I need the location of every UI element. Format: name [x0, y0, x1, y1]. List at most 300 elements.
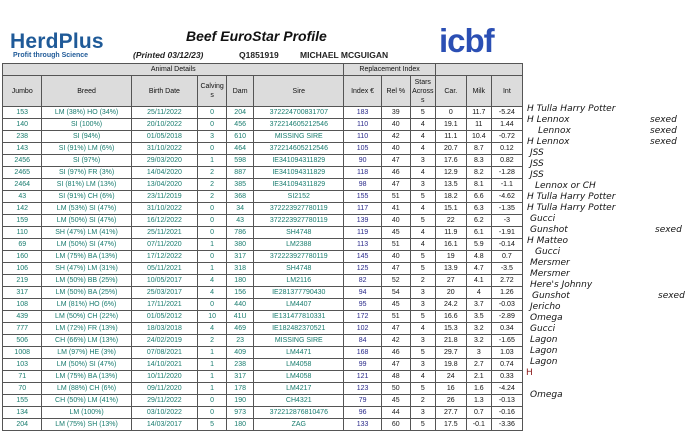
cell-sire: IE341094311829 [254, 167, 344, 179]
table-row [3, 323, 523, 335]
note-row-9: H Tulla Harry Potter [527, 192, 616, 202]
cell-carcass: 20 [435, 287, 466, 299]
cell-birth-date: 17/12/2022 [131, 251, 197, 263]
cell-int: -0.14 [491, 239, 522, 251]
cell-milk: 5.9 [466, 239, 491, 251]
note-row-3-sexed: sexed [650, 126, 677, 136]
cell-sire: IE281377790430 [254, 287, 344, 299]
cell-birth-date: 07/08/2021 [131, 347, 197, 359]
cell-int: -1.35 [491, 203, 522, 215]
table-row [3, 227, 523, 239]
cell-dam: 786 [227, 227, 254, 239]
cell-reliability: 42 [381, 131, 410, 143]
cell-breed: LM (75%) BA (13%) [42, 371, 131, 383]
note-row-18: Gunshot [532, 291, 570, 301]
cell-index: 84 [344, 335, 381, 347]
cell-sire: SH4748 [254, 263, 344, 275]
cell-sire: 372214605212546 [254, 143, 344, 155]
cell-dam: 317 [227, 251, 254, 263]
cell-jumbo: 106 [3, 263, 42, 275]
cell-int: 1.44 [491, 119, 522, 131]
cell-birth-date: 31/10/2022 [131, 143, 197, 155]
cell-stars-across: 3 [410, 287, 435, 299]
note-row-3: Lennox [538, 126, 571, 136]
cell-int: -2.89 [491, 311, 522, 323]
cell-stars-across: 5 [410, 311, 435, 323]
cell-carcass: 11.9 [435, 227, 466, 239]
group-header-blank [435, 64, 522, 76]
cell-jumbo: 143 [3, 143, 42, 155]
cell-int: -3 [491, 215, 522, 227]
cell-stars-across: 5 [410, 347, 435, 359]
cell-jumbo: 2465 [3, 167, 42, 179]
cell-sire: LM2388 [254, 239, 344, 251]
cell-carcass: 22 [435, 215, 466, 227]
cell-birth-date: 01/05/2012 [131, 311, 197, 323]
note-row-27: Omega [530, 390, 563, 400]
cell-carcass: 17.6 [435, 155, 466, 167]
cell-jumbo: 160 [3, 251, 42, 263]
cell-jumbo: 238 [3, 131, 42, 143]
cell-breed: LM (38%) HO (34%) [42, 107, 131, 119]
note-row-5: JSS [530, 148, 544, 158]
cell-milk: 3.2 [466, 323, 491, 335]
table-row [3, 299, 523, 311]
cell-jumbo: 317 [3, 287, 42, 299]
cell-milk: 6.3 [466, 203, 491, 215]
cell-calvings: 0 [198, 299, 227, 311]
cell-calvings: 0 [198, 143, 227, 155]
cell-milk: 1.6 [466, 383, 491, 395]
cell-carcass: 15.1 [435, 203, 466, 215]
cell-jumbo: 69 [3, 239, 42, 251]
cell-index: 82 [344, 275, 381, 287]
cell-dam: 409 [227, 347, 254, 359]
cell-carcass: 20.7 [435, 143, 466, 155]
cell-dam: 23 [227, 335, 254, 347]
cell-sire: IE341094311829 [254, 155, 344, 167]
cell-reliability: 41 [381, 203, 410, 215]
cell-reliability: 45 [381, 299, 410, 311]
cell-stars-across: 5 [410, 191, 435, 203]
cell-stars-across: 4 [410, 131, 435, 143]
cell-dam: 973 [227, 407, 254, 419]
cell-sire: CH4321 [254, 395, 344, 407]
cell-calvings: 2 [198, 167, 227, 179]
note-row-18-sexed: sexed [658, 291, 685, 301]
cell-breed: SH (47%) LM (31%) [42, 263, 131, 275]
table-row [3, 119, 523, 131]
cell-birth-date: 01/05/2018 [131, 131, 197, 143]
cell-int: -1.1 [491, 179, 522, 191]
table-row [3, 395, 523, 407]
cell-dam: 598 [227, 155, 254, 167]
cell-dam: 469 [227, 323, 254, 335]
cell-breed: LM (53%) SI (47%) [42, 203, 131, 215]
cell-milk: 10.4 [466, 131, 491, 143]
cell-reliability: 47 [381, 359, 410, 371]
cell-stars-across: 4 [410, 239, 435, 251]
cell-jumbo: 70 [3, 383, 42, 395]
cell-carcass: 29.7 [435, 347, 466, 359]
cell-sire: 372223927780119 [254, 215, 344, 227]
cell-int: 0.82 [491, 155, 522, 167]
cell-breed: LM (50%) CH (22%) [42, 311, 131, 323]
cell-dam: 318 [227, 263, 254, 275]
icbf-logo: icbf [439, 22, 494, 59]
col-header-sire: Sire [254, 76, 344, 107]
cell-reliability: 40 [381, 215, 410, 227]
cell-breed: CH (50%) LM (41%) [42, 395, 131, 407]
cell-carcass: 12.9 [435, 167, 466, 179]
cell-calvings: 1 [198, 155, 227, 167]
cell-reliability: 40 [381, 119, 410, 131]
cell-carcass: 19 [435, 251, 466, 263]
cell-milk: 1.3 [466, 395, 491, 407]
cell-index: 119 [344, 227, 381, 239]
cell-milk: 2.7 [466, 359, 491, 371]
cell-stars-across: 4 [410, 203, 435, 215]
cell-breed: LM (72%) FR (13%) [42, 323, 131, 335]
cell-index: 110 [344, 119, 381, 131]
cell-carcass: 27 [435, 275, 466, 287]
cell-milk: 0.7 [466, 407, 491, 419]
printed-date: (Printed 03/12/23) [133, 50, 204, 60]
table-row [3, 359, 523, 371]
cell-milk: 6.2 [466, 215, 491, 227]
cell-index: 117 [344, 203, 381, 215]
cell-dam: 368 [227, 191, 254, 203]
cell-calvings: 0 [198, 407, 227, 419]
cell-calvings: 0 [198, 215, 227, 227]
cell-stars-across: 2 [410, 275, 435, 287]
cell-calvings: 1 [198, 383, 227, 395]
cell-reliability: 42 [381, 335, 410, 347]
cell-jumbo: 43 [3, 191, 42, 203]
note-row-4: H Lennox [527, 137, 570, 147]
cell-sire: IE182482370521 [254, 323, 344, 335]
cell-stars-across: 5 [410, 383, 435, 395]
cell-index: 168 [344, 347, 381, 359]
cell-calvings: 1 [198, 359, 227, 371]
cell-stars-across: 5 [410, 419, 435, 431]
cell-index: 110 [344, 131, 381, 143]
cell-milk: 8.2 [466, 167, 491, 179]
cell-sire: SH4748 [254, 227, 344, 239]
cell-breed: SI (91%) CH (6%) [42, 191, 131, 203]
table-row [3, 107, 523, 119]
cell-breed: LM (50%) BB (25%) [42, 275, 131, 287]
cell-index: 96 [344, 407, 381, 419]
cell-birth-date: 20/10/2022 [131, 119, 197, 131]
cell-calvings: 4 [198, 287, 227, 299]
cell-sire: MISSING SIRE [254, 131, 344, 143]
cell-index: 133 [344, 419, 381, 431]
cell-breed: SI (81%) LM (13%) [42, 179, 131, 191]
logo-tagline: Profit through Science [13, 52, 89, 59]
cell-index: 99 [344, 359, 381, 371]
cell-int: -1.91 [491, 227, 522, 239]
cell-jumbo: 134 [3, 407, 42, 419]
table-row [3, 383, 523, 395]
cell-milk: 3.2 [466, 335, 491, 347]
cell-stars-across: 3 [410, 359, 435, 371]
cell-reliability: 51 [381, 191, 410, 203]
cell-birth-date: 31/10/2022 [131, 203, 197, 215]
cell-milk: 2.1 [466, 371, 491, 383]
table-row [3, 155, 523, 167]
col-header-birth-date: Birth Date [131, 76, 197, 107]
cell-birth-date: 17/11/2021 [131, 299, 197, 311]
cell-stars-across: 4 [410, 119, 435, 131]
cell-calvings: 0 [198, 203, 227, 215]
note-row-10: H Tulla Harry Potter [527, 203, 616, 213]
cell-reliability: 50 [381, 383, 410, 395]
cell-carcass: 16.6 [435, 311, 466, 323]
cell-sire: SI2152 [254, 191, 344, 203]
cell-stars-across: 4 [410, 323, 435, 335]
cell-breed: SI (100%) [42, 119, 131, 131]
cell-sire: IE131477810331 [254, 311, 344, 323]
cell-reliability: 39 [381, 107, 410, 119]
cell-breed: LM (88%) CH (6%) [42, 383, 131, 395]
cell-index: 98 [344, 179, 381, 191]
cell-milk: -0.1 [466, 419, 491, 431]
table-row [3, 311, 523, 323]
cell-birth-date: 07/11/2020 [131, 239, 197, 251]
note-row-2: H Lennox [527, 115, 570, 125]
cell-reliability: 47 [381, 323, 410, 335]
note-row-19: Jericho [530, 302, 561, 312]
cell-stars-across: 3 [410, 407, 435, 419]
cell-carcass: 13.9 [435, 263, 466, 275]
cell-int: -0.13 [491, 395, 522, 407]
cell-calvings: 2 [198, 191, 227, 203]
report-header [0, 0, 700, 62]
cell-reliability: 52 [381, 275, 410, 287]
cell-index: 125 [344, 263, 381, 275]
cell-int: 1.26 [491, 287, 522, 299]
cell-calvings: 3 [198, 131, 227, 143]
note-row-1: H Tulla Harry Potter [527, 104, 616, 114]
cell-index: 121 [344, 371, 381, 383]
cell-reliability: 40 [381, 251, 410, 263]
cell-calvings: 0 [198, 107, 227, 119]
cell-index: 139 [344, 215, 381, 227]
cell-birth-date: 05/11/2021 [131, 263, 197, 275]
cell-calvings: 10 [198, 311, 227, 323]
cell-reliability: 46 [381, 167, 410, 179]
col-header-reliability: Rel % [381, 76, 410, 107]
cell-sire: LM4471 [254, 347, 344, 359]
table-row [3, 419, 523, 431]
cell-calvings: 2 [198, 335, 227, 347]
cell-carcass: 24 [435, 371, 466, 383]
note-row-23: Lagon [530, 346, 558, 356]
group-header-replacement-index: Replacement Index [344, 64, 435, 76]
col-header-index: Index € [344, 76, 381, 107]
cell-stars-across: 5 [410, 263, 435, 275]
cell-birth-date: 16/12/2022 [131, 215, 197, 227]
cell-milk: 3.5 [466, 311, 491, 323]
cell-stars-across: 5 [410, 107, 435, 119]
cell-int: 0.34 [491, 323, 522, 335]
cell-carcass: 0 [435, 107, 466, 119]
cell-int: 0.12 [491, 143, 522, 155]
note-row-6: JSS [530, 159, 544, 169]
table-row [3, 371, 523, 383]
cell-milk: 6.6 [466, 191, 491, 203]
cell-stars-across: 4 [410, 143, 435, 155]
cell-jumbo: 2456 [3, 155, 42, 167]
col-header-dam: Dam [227, 76, 254, 107]
cell-breed: LM (97%) HE (3%) [42, 347, 131, 359]
cell-milk: 4 [466, 287, 491, 299]
cell-index: 183 [344, 107, 381, 119]
col-header-breed: Breed [42, 76, 131, 107]
cell-int: -1.28 [491, 167, 522, 179]
cell-birth-date: 14/03/2017 [131, 419, 197, 431]
cell-int: -4.24 [491, 383, 522, 395]
cell-breed: LM (50%) SI (47%) [42, 239, 131, 251]
cell-milk: 3 [466, 347, 491, 359]
cell-reliability: 60 [381, 419, 410, 431]
cell-jumbo: 439 [3, 311, 42, 323]
cell-carcass: 19.8 [435, 359, 466, 371]
cell-index: 105 [344, 143, 381, 155]
cell-carcass: 19.1 [435, 119, 466, 131]
cell-birth-date: 14/10/2021 [131, 359, 197, 371]
note-row-21: Gucci [530, 324, 556, 334]
cell-sire: 372214605212546 [254, 119, 344, 131]
cell-index: 155 [344, 191, 381, 203]
cell-jumbo: 2464 [3, 179, 42, 191]
cell-jumbo: 140 [3, 119, 42, 131]
cell-dam: 41U [227, 311, 254, 323]
cell-jumbo: 108 [3, 299, 42, 311]
cell-breed: SI (97%) FR (3%) [42, 167, 131, 179]
cell-calvings: 1 [198, 263, 227, 275]
cell-dam: 887 [227, 167, 254, 179]
cell-dam: 180 [227, 419, 254, 431]
table-row [3, 275, 523, 287]
cell-milk: 4.7 [466, 263, 491, 275]
cell-calvings: 5 [198, 419, 227, 431]
cell-breed: SI (97%) [42, 155, 131, 167]
cell-dam: 464 [227, 143, 254, 155]
cell-jumbo: 71 [3, 371, 42, 383]
cell-breed: LM (75%) BA (13%) [42, 251, 131, 263]
cell-reliability: 45 [381, 395, 410, 407]
eurostar-table [2, 63, 523, 431]
cell-milk: 11 [466, 119, 491, 131]
page-title: Beef EuroStar Profile [186, 28, 327, 44]
cell-calvings: 1 [198, 239, 227, 251]
cell-milk: 11.7 [466, 107, 491, 119]
cell-int: -4.62 [491, 191, 522, 203]
note-row-12-sexed: sexed [655, 225, 682, 235]
note-row-8: Lennox or CH [535, 181, 596, 191]
cell-calvings: 4 [198, 323, 227, 335]
cell-birth-date: 25/11/2021 [131, 227, 197, 239]
cell-jumbo: 110 [3, 227, 42, 239]
cell-stars-across: 3 [410, 335, 435, 347]
cell-sire: 372224700831707 [254, 107, 344, 119]
cell-carcass: 18.2 [435, 191, 466, 203]
cell-sire: LM4217 [254, 383, 344, 395]
note-row-4-sexed: sexed [650, 137, 677, 147]
cell-stars-across: 3 [410, 155, 435, 167]
cell-stars-across: 2 [410, 395, 435, 407]
cell-index: 172 [344, 311, 381, 323]
cell-birth-date: 29/03/2020 [131, 155, 197, 167]
note-row-11: Gucci [530, 214, 556, 224]
cell-int: -0.16 [491, 407, 522, 419]
cell-stars-across: 4 [410, 371, 435, 383]
cell-dam: 456 [227, 119, 254, 131]
cell-sire: ZAG [254, 419, 344, 431]
note-row-16: Mersmer [530, 269, 570, 279]
cell-stars-across: 5 [410, 215, 435, 227]
table-row [3, 131, 523, 143]
cell-jumbo: 142 [3, 203, 42, 215]
herd-number: Q1851919 [239, 50, 279, 60]
cell-birth-date: 14/04/2020 [131, 167, 197, 179]
cell-int: 2.72 [491, 275, 522, 287]
cell-int: -3.5 [491, 263, 522, 275]
cell-dam: 380 [227, 239, 254, 251]
cell-dam: 440 [227, 299, 254, 311]
table-row [3, 167, 523, 179]
cell-index: 90 [344, 155, 381, 167]
table-row [3, 143, 523, 155]
cell-int: 0.33 [491, 371, 522, 383]
cell-int: 1.03 [491, 347, 522, 359]
cell-jumbo: 506 [3, 335, 42, 347]
cell-jumbo: 159 [3, 215, 42, 227]
cell-milk: 4.1 [466, 275, 491, 287]
table-row [3, 335, 523, 347]
table-row [3, 287, 523, 299]
cell-dam: 317 [227, 371, 254, 383]
note-row-14: Gucci [535, 247, 561, 257]
owner-name: MICHAEL MCGUIGAN [300, 50, 389, 60]
cell-int: 0.74 [491, 359, 522, 371]
cell-birth-date: 25/03/2017 [131, 287, 197, 299]
cell-milk: 8.7 [466, 143, 491, 155]
col-header-jumbo: Jumbo [3, 76, 42, 107]
col-header-stars-across: Stars Across s [410, 76, 435, 107]
cell-milk: 8.1 [466, 179, 491, 191]
cell-calvings: 2 [198, 179, 227, 191]
note-row-7: JSS [530, 170, 544, 180]
table-row [3, 263, 523, 275]
cell-sire: MISSING SIRE [254, 335, 344, 347]
cell-dam: 156 [227, 287, 254, 299]
cell-stars-across: 3 [410, 179, 435, 191]
col-header-calvings: Calving s [198, 76, 227, 107]
cell-jumbo: 155 [3, 395, 42, 407]
cell-carcass: 13.5 [435, 179, 466, 191]
cell-birth-date: 25/11/2022 [131, 107, 197, 119]
cell-index: 102 [344, 323, 381, 335]
cell-jumbo: 219 [3, 275, 42, 287]
cell-breed: LM (50%) SI (47%) [42, 215, 131, 227]
logo-text: HerdPlus [10, 30, 104, 53]
cell-int: -5.24 [491, 107, 522, 119]
table-row [3, 239, 523, 251]
cell-reliability: 45 [381, 227, 410, 239]
